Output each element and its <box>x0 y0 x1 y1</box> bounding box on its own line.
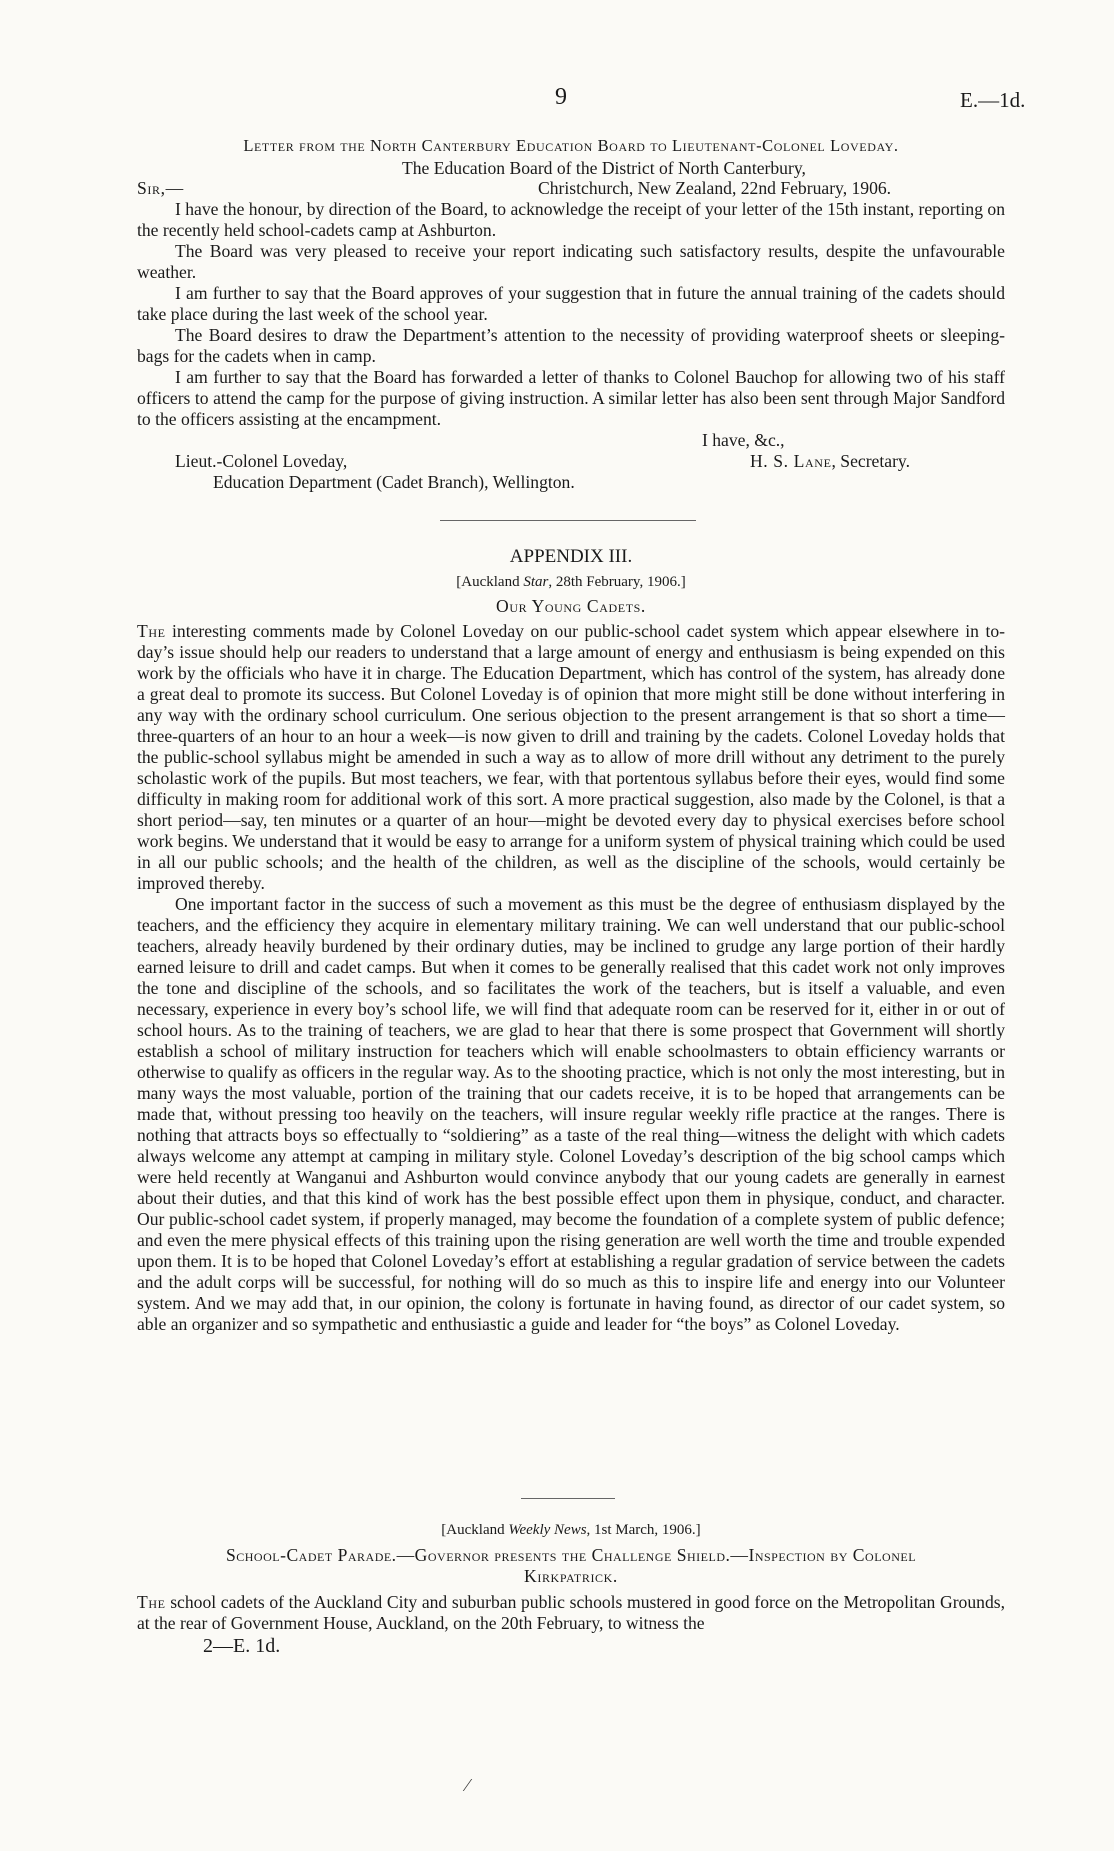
series-reference: E.—1d. <box>960 88 1026 112</box>
source-newspaper: Star <box>523 574 549 590</box>
source-prefix: [Auckland <box>441 1522 509 1538</box>
signature-title: , Secretary. <box>831 451 910 471</box>
letter-closing: I have, &c., <box>702 430 785 450</box>
article-paragraph-1 <box>137 621 1005 894</box>
letter-paragraph-5: I am further to say that the Board has forwarded a letter of thanks to Colonel Bauchop for allowing two of his staff officers to attend the camp for the purpose of giving instruction. A similar letter has also been sent through Major Sandford to the officers assisting at the encampment. <box>137 367 1005 429</box>
article-subtitle: Our Young Cadets. <box>496 596 646 616</box>
letter-paragraph-2: The Board was very pleased to receive your report indicating such satisfactory results, despite the unfavourable weather. <box>137 241 1005 282</box>
signature-mark: 2—E. 1d. <box>203 1635 281 1657</box>
weekly-news-source <box>137 1522 1005 1539</box>
ink-speck: ⁄ <box>466 1775 470 1795</box>
article-divider <box>521 1498 615 1499</box>
letter-title: Letter from the North Canterbury Education Board to Lieutenant-Colonel Loveday. <box>243 136 899 155</box>
source-date: , 28th February, 1906.] <box>548 574 686 590</box>
headline-line-2: Kirkpatrick. <box>524 1566 618 1586</box>
weekly-news-body <box>137 1592 1005 1634</box>
paragraph-1-text: interesting comments made by Colonel Loveday on our public-school cadet system which appear elsewhere in to-day’s issue should help our readers to understand that a large amount of energy and enthusiasm is being expended on this work by the officials who have it in charge. The Education Department, which has control of the system, has already done a great deal to promote its success. But Colonel Loveday is of opinion that more might still be done without interfering in any way with the ordinary school curriculum. One serious objection to the present arrangement is that so short a time—three-quarters of an hour to an hour a week—is now given to drill and training by the cadets. Colonel Loveday holds that the public-school syllabus might be amended in such a way as to allow of more drill without any detriment to the purely scholastic work of the pupils. But most teachers, we fear, with that portentous syllabus before their eyes, would find some difficulty in making room for additional work of this sort. A more practical suggestion, also made by the Colonel, is that a short period—say, ten minutes or a quarter of an hour—might be devoted every day to physical exercises before school work begins. We understand that it would be easy to arrange for a uniform system of physical training which could be used in all our public schools; and the health of the children, as well as the discipline of the schools, would certainly be improved thereby. <box>137 621 1005 893</box>
page-number: 9 <box>555 84 567 110</box>
place-date: Christchurch, New Zealand, 22nd February, 1906. <box>538 178 892 198</box>
section-divider <box>440 520 696 521</box>
source-newspaper: Weekly News <box>508 1522 587 1538</box>
salutation: Sir,— <box>137 178 184 198</box>
letter-paragraph-1: I have the honour, by direction of the Board, to acknowledge the receipt of your letter of the 15th instant, reporting on the recently held school-cadets camp at Ashburton. <box>137 199 1005 240</box>
addressee-dept: Education Department (Cadet Branch), Wellington. <box>213 472 575 492</box>
signature-name: H. S. Lane <box>750 451 832 471</box>
weekly-news-paragraph <box>137 1592 1005 1634</box>
letter-paragraph-3: I am further to say that the Board approves of your suggestion that in future the annual training of the cadets should take place during the last week of the school year. <box>137 283 1005 324</box>
letter-body <box>137 199 1005 430</box>
appendix-source <box>137 574 1005 591</box>
article-body <box>137 621 1005 1335</box>
source-date: , 1st March, 1906.] <box>586 1522 701 1538</box>
letter-paragraph-4: The Board desires to draw the Department’s attention to the necessity of providing waterproof sheets or sleeping-bags for the cadets when in camp. <box>137 325 1005 366</box>
addressee-name: Lieut.-Colonel Loveday, <box>175 451 348 471</box>
article-paragraph-2: One important factor in the success of such a movement as this must be the degree of enthusiasm displayed by the teachers, and the efficiency they acquire in elementary military training. We can well understand that our public-school teachers, already heavily burdened by their ordinary duties, may be inclined to grudge any large portion of their hardly earned leisure to drill and cadet camps. But when it comes to be generally realised that this cadet work not only improves the tone and discipline of the schools, and so facilitates the work of the teachers, but is itself a valuable, and even necessary, experience in every boy’s school life, we will find that adequate room can be reserved for it, either in or out of school hours. As to the training of teachers, we are glad to hear that there is some prospect that Government will shortly establish a school of military instruction for teachers which will enable schoolmasters to obtain efficiency warrants or otherwise to qualify as officers in the regular way. As to the shooting practice, which is not only the most interesting, but in many ways the most valuable, portion of the training that our cadets receive, it is to be hoped that arrangements can be made that, without pressing too heavily on the teachers, will insure regular weekly rifle practice at the ranges. There is nothing that attracts boys so effectually to “soldiering” as a taste of the real thing—witness the delight with which cadets always welcome any attempt at camping in military style. Colonel Loveday’s description of the big school camps which were held recently at Wanganui and Ashburton would convince anybody that our young cadets are generally in earnest about their duties, and that this kind of work has the best possible effect upon them in physique, conduct, and character. Our public-school cadet system, if properly managed, may become the foundation of a complete system of public defence; and even the mere physical effects of this training upon the rising generation are well worth the time and trouble expended upon them. It is to be hoped that Colonel Loveday’s effort at establishing a regular gradation of service between the cadets and the adult corps will be successful, for nothing will do so much as this to inspire life and energy into our Volunteer system. And we may add that, in our opinion, the colony is fortunate in having found, as director of our cadet system, so able an organizer and so sympathetic and enthusiastic a guide and leader for “the boys” as Colonel Loveday. <box>137 894 1005 1334</box>
sender-line: The Education Board of the District of North Canterbury, <box>402 158 806 178</box>
source-prefix: [Auckland <box>456 574 524 590</box>
weekly-news-text: school cadets of the Auckland City and suburban public schools mustered in good force on the Metropolitan Grounds, at the rear of Government House, Auckland, on the 20th February, to witness the <box>137 1592 1005 1633</box>
appendix-heading: APPENDIX III. <box>509 546 633 567</box>
lead-word: The <box>137 1592 166 1612</box>
signature <box>750 451 910 472</box>
headline-line-1: School-Cadet Parade.—Governor presents the Challenge Shield.—Inspection by Colonel <box>225 1545 917 1565</box>
lead-word: The <box>137 621 166 641</box>
